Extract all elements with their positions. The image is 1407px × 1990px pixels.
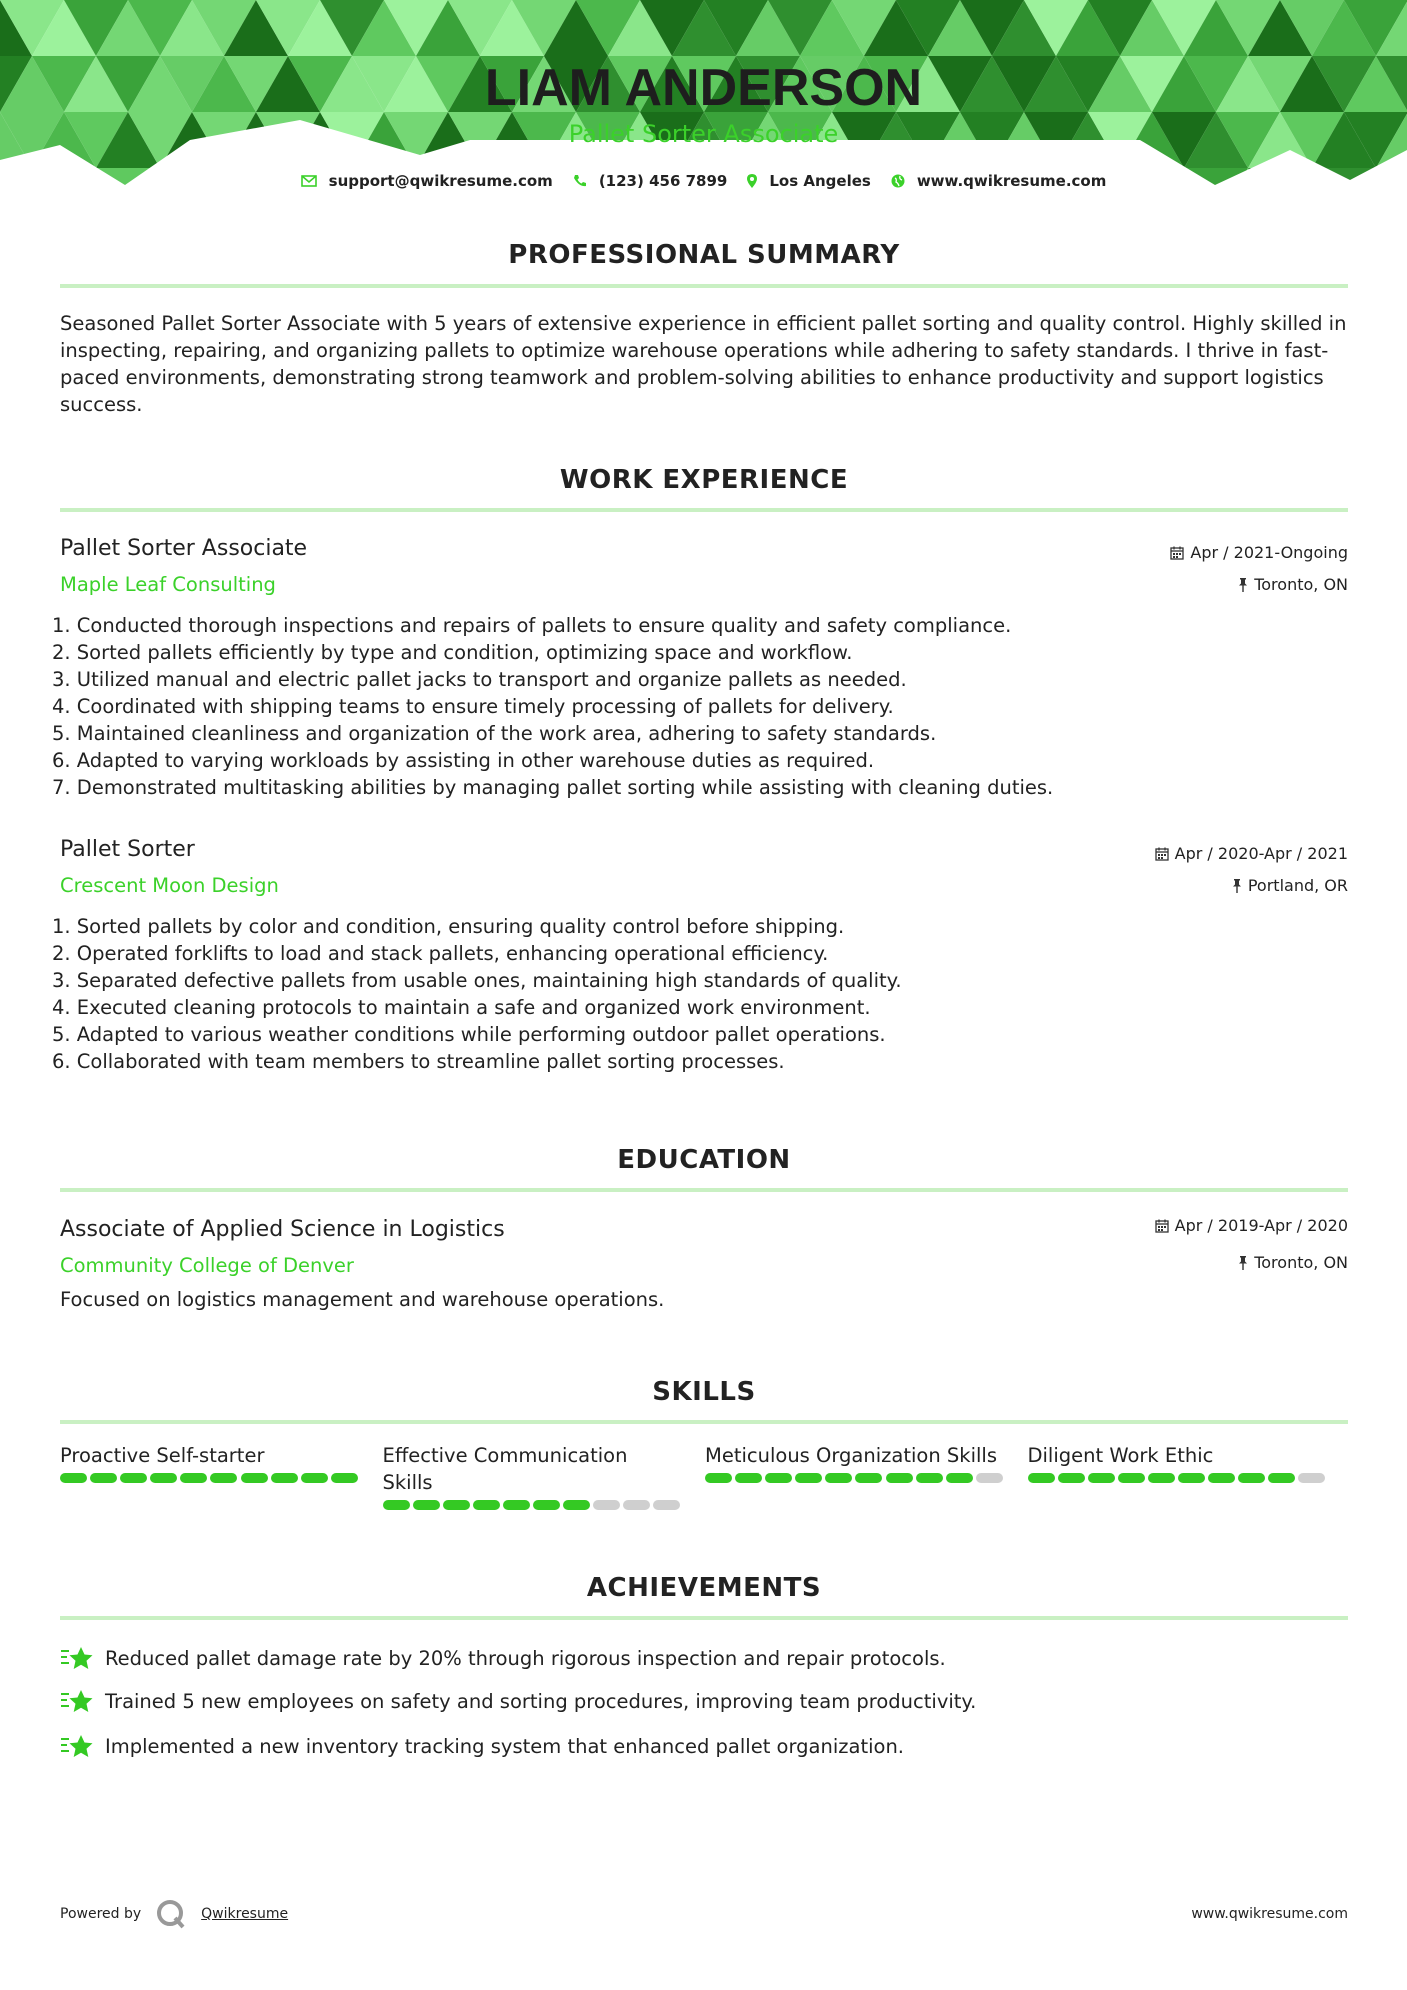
globe-icon	[891, 174, 905, 188]
education-divider	[60, 1188, 1348, 1192]
skill-segment-empty	[593, 1500, 620, 1510]
skill-segment-filled	[1088, 1473, 1115, 1483]
job-location-text: Toronto, ON	[1254, 575, 1348, 594]
skill-segment-filled	[563, 1500, 590, 1510]
job-dates-text: Apr / 2021-Ongoing	[1190, 543, 1348, 562]
skill-segment-filled	[473, 1500, 500, 1510]
skill-segment-filled	[735, 1473, 762, 1483]
map-pin-icon	[747, 174, 757, 188]
skill-level-bar	[1028, 1473, 1351, 1483]
candidate-title: Pallet Sorter Associate	[568, 120, 839, 148]
list-item: 3. Separated defective pallets from usable ones, maintaining high standards of quality.	[52, 969, 902, 992]
skill-segment-filled	[301, 1473, 328, 1483]
skill-name: Effective Communication Skills	[382, 1444, 628, 1494]
job-title: Pallet Sorter	[60, 837, 195, 862]
skill-segment-filled	[413, 1500, 440, 1510]
summary-heading: PROFESSIONAL SUMMARY	[508, 240, 900, 270]
list-item: 2. Sorted pallets efficiently by type and condition, optimizing space and workflow.	[52, 641, 853, 664]
powered-by-label: Powered by	[60, 1906, 142, 1922]
achievement-item	[60, 1645, 946, 1671]
skill-segment-filled	[916, 1473, 943, 1483]
skill-segment-filled	[180, 1473, 207, 1483]
skill-segment-filled	[1028, 1473, 1055, 1483]
skill-item	[60, 1442, 383, 1510]
list-item: 5. Maintained cleanliness and organization of the work area, adhering to safety standards.	[52, 722, 937, 745]
achievement-item	[60, 1733, 904, 1759]
job-bullets	[52, 612, 1053, 801]
contact-phone[interactable]	[573, 172, 728, 190]
skill-segment-filled	[1058, 1473, 1085, 1483]
skill-level-bar	[60, 1473, 383, 1483]
skill-item	[1028, 1442, 1351, 1510]
summary-divider	[60, 284, 1348, 288]
skill-segment-empty	[976, 1473, 1003, 1483]
pushpin-icon	[1238, 1256, 1248, 1270]
skill-name: Proactive Self-starter	[60, 1444, 265, 1467]
skill-segment-filled	[533, 1500, 560, 1510]
achievement-text: Implemented a new inventory tracking system that enhanced pallet organization.	[105, 1734, 905, 1758]
achievement-item	[60, 1688, 976, 1714]
star-icon	[60, 1733, 94, 1759]
contact-email[interactable]	[301, 172, 553, 190]
list-item: 7. Demonstrated multitasking abilities by managing pallet sorting while assisting with cleaning duties.	[52, 776, 1054, 799]
skill-item	[383, 1442, 706, 1510]
experience-heading: WORK EXPERIENCE	[559, 465, 849, 495]
list-item: 2. Operated forklifts to load and stack pallets, enhancing operational efficiency.	[52, 942, 829, 965]
skill-segment-filled	[150, 1473, 177, 1483]
education-dates	[1155, 1216, 1348, 1235]
contact-website[interactable]	[891, 172, 1107, 190]
skill-level-bar	[383, 1500, 706, 1510]
qwikresume-logo-icon	[155, 1898, 187, 1930]
calendar-icon	[1155, 1219, 1169, 1233]
skill-segment-filled	[705, 1473, 732, 1483]
skills-heading: SKILLS	[652, 1377, 756, 1407]
pushpin-icon	[1232, 879, 1242, 893]
skill-segment-filled	[946, 1473, 973, 1483]
candidate-name: LIAM ANDERSON	[484, 59, 923, 117]
skill-segment-filled	[1178, 1473, 1205, 1483]
education-description: Focused on logistics management and warehouse operations.	[60, 1288, 665, 1311]
achievements-heading: ACHIEVEMENTS	[586, 1573, 822, 1603]
job-bullets	[52, 913, 902, 1075]
skill-segment-filled	[90, 1473, 117, 1483]
footer-website[interactable]: www.qwikresume.com	[1191, 1906, 1348, 1922]
skill-segment-filled	[331, 1473, 358, 1483]
list-item: 4. Coordinated with shipping teams to ensure timely processing of pallets for delivery.	[52, 695, 894, 718]
calendar-icon	[1155, 847, 1169, 861]
skills-grid	[60, 1442, 1350, 1510]
experience-divider	[60, 508, 1348, 512]
phone-text: (123) 456 7899	[598, 172, 728, 190]
skills-divider	[60, 1420, 1348, 1424]
school-name: Community College of Denver	[60, 1254, 354, 1277]
education-location-text: Toronto, ON	[1254, 1253, 1348, 1272]
skill-segment-filled	[795, 1473, 822, 1483]
skill-segment-filled	[241, 1473, 268, 1483]
education-dates-text: Apr / 2019-Apr / 2020	[1174, 1216, 1348, 1235]
skill-segment-filled	[271, 1473, 298, 1483]
skill-segment-filled	[886, 1473, 913, 1483]
skill-segment-filled	[503, 1500, 530, 1510]
job-dates	[1155, 844, 1348, 863]
skill-segment-empty	[653, 1500, 680, 1510]
list-item: 6. Collaborated with team members to streamline pallet sorting processes.	[52, 1050, 785, 1073]
contact-location	[747, 172, 870, 190]
envelope-icon	[301, 175, 317, 187]
list-item: 3. Utilized manual and electric pallet jacks to transport and organize pallets as needed.	[52, 668, 907, 691]
skill-name: Meticulous Organization Skills	[705, 1444, 997, 1467]
contact-bar	[0, 172, 1407, 190]
summary-text: Seasoned Pallet Sorter Associate with 5 years of extensive experience in efficient pallet sorting and quality control. Highly skilled in inspecting, repairing, and organizing pallets to optimize warehouse operations while adhering to safety standards. I thrive in fast-paced environments, demonstrating strong teamwork and problem-solving abilities to enhance productivity and support logistics success.	[60, 312, 1347, 416]
skill-segment-filled	[383, 1500, 410, 1510]
calendar-icon	[1170, 546, 1184, 560]
skill-name: Diligent Work Ethic	[1027, 1444, 1214, 1467]
skill-segment-empty	[623, 1500, 650, 1510]
website-text: www.qwikresume.com	[916, 172, 1107, 190]
job-company: Crescent Moon Design	[60, 874, 279, 897]
list-item: 5. Adapted to various weather conditions while performing outdoor pallet operations.	[52, 1023, 886, 1046]
skill-segment-filled	[855, 1473, 882, 1483]
footer-branding	[60, 1898, 288, 1930]
skill-segment-filled	[825, 1473, 852, 1483]
star-icon	[60, 1645, 94, 1671]
skill-segment-filled	[1148, 1473, 1175, 1483]
skill-segment-filled	[1238, 1473, 1265, 1483]
location-text: Los Angeles	[769, 172, 871, 190]
list-item: 1. Sorted pallets by color and condition, ensuring quality control before shipping.	[52, 915, 845, 938]
skill-item	[705, 1442, 1028, 1510]
skill-segment-empty	[1298, 1473, 1325, 1483]
skill-segment-filled	[120, 1473, 147, 1483]
achievement-text: Reduced pallet damage rate by 20% through rigorous inspection and repair protocols.	[105, 1646, 946, 1670]
job-location	[1238, 575, 1348, 594]
skill-segment-filled	[60, 1473, 87, 1483]
skill-segment-filled	[210, 1473, 237, 1483]
job-dates-text: Apr / 2020-Apr / 2021	[1174, 844, 1348, 863]
list-item: 4. Executed cleaning protocols to maintain a safe and organized work environment.	[52, 996, 871, 1019]
education-location	[1238, 1253, 1348, 1272]
list-item: 6. Adapted to varying workloads by assisting in other warehouse duties as required.	[52, 749, 875, 772]
achievements-divider	[60, 1616, 1348, 1620]
job-dates	[1170, 543, 1348, 562]
degree-title: Associate of Applied Science in Logistics	[60, 1217, 505, 1242]
phone-icon	[573, 174, 587, 188]
skill-segment-filled	[1268, 1473, 1295, 1483]
skill-segment-filled	[443, 1500, 470, 1510]
job-title: Pallet Sorter Associate	[60, 536, 308, 561]
achievement-text: Trained 5 new employees on safety and sorting procedures, improving team productivity.	[105, 1689, 977, 1713]
skill-segment-filled	[1208, 1473, 1235, 1483]
education-heading: EDUCATION	[617, 1145, 791, 1175]
job-company: Maple Leaf Consulting	[60, 573, 276, 596]
skill-segment-filled	[765, 1473, 792, 1483]
pushpin-icon	[1238, 578, 1248, 592]
skill-level-bar	[705, 1473, 1028, 1483]
skill-segment-filled	[1118, 1473, 1145, 1483]
job-location-text: Portland, OR	[1247, 876, 1348, 895]
qwikresume-link[interactable]: Qwikresume	[201, 1906, 289, 1922]
star-icon	[60, 1688, 94, 1714]
list-item: 1. Conducted thorough inspections and repairs of pallets to ensure quality and safety compliance.	[52, 614, 1012, 637]
email-text: support@qwikresume.com	[328, 172, 553, 190]
job-location	[1232, 876, 1348, 895]
